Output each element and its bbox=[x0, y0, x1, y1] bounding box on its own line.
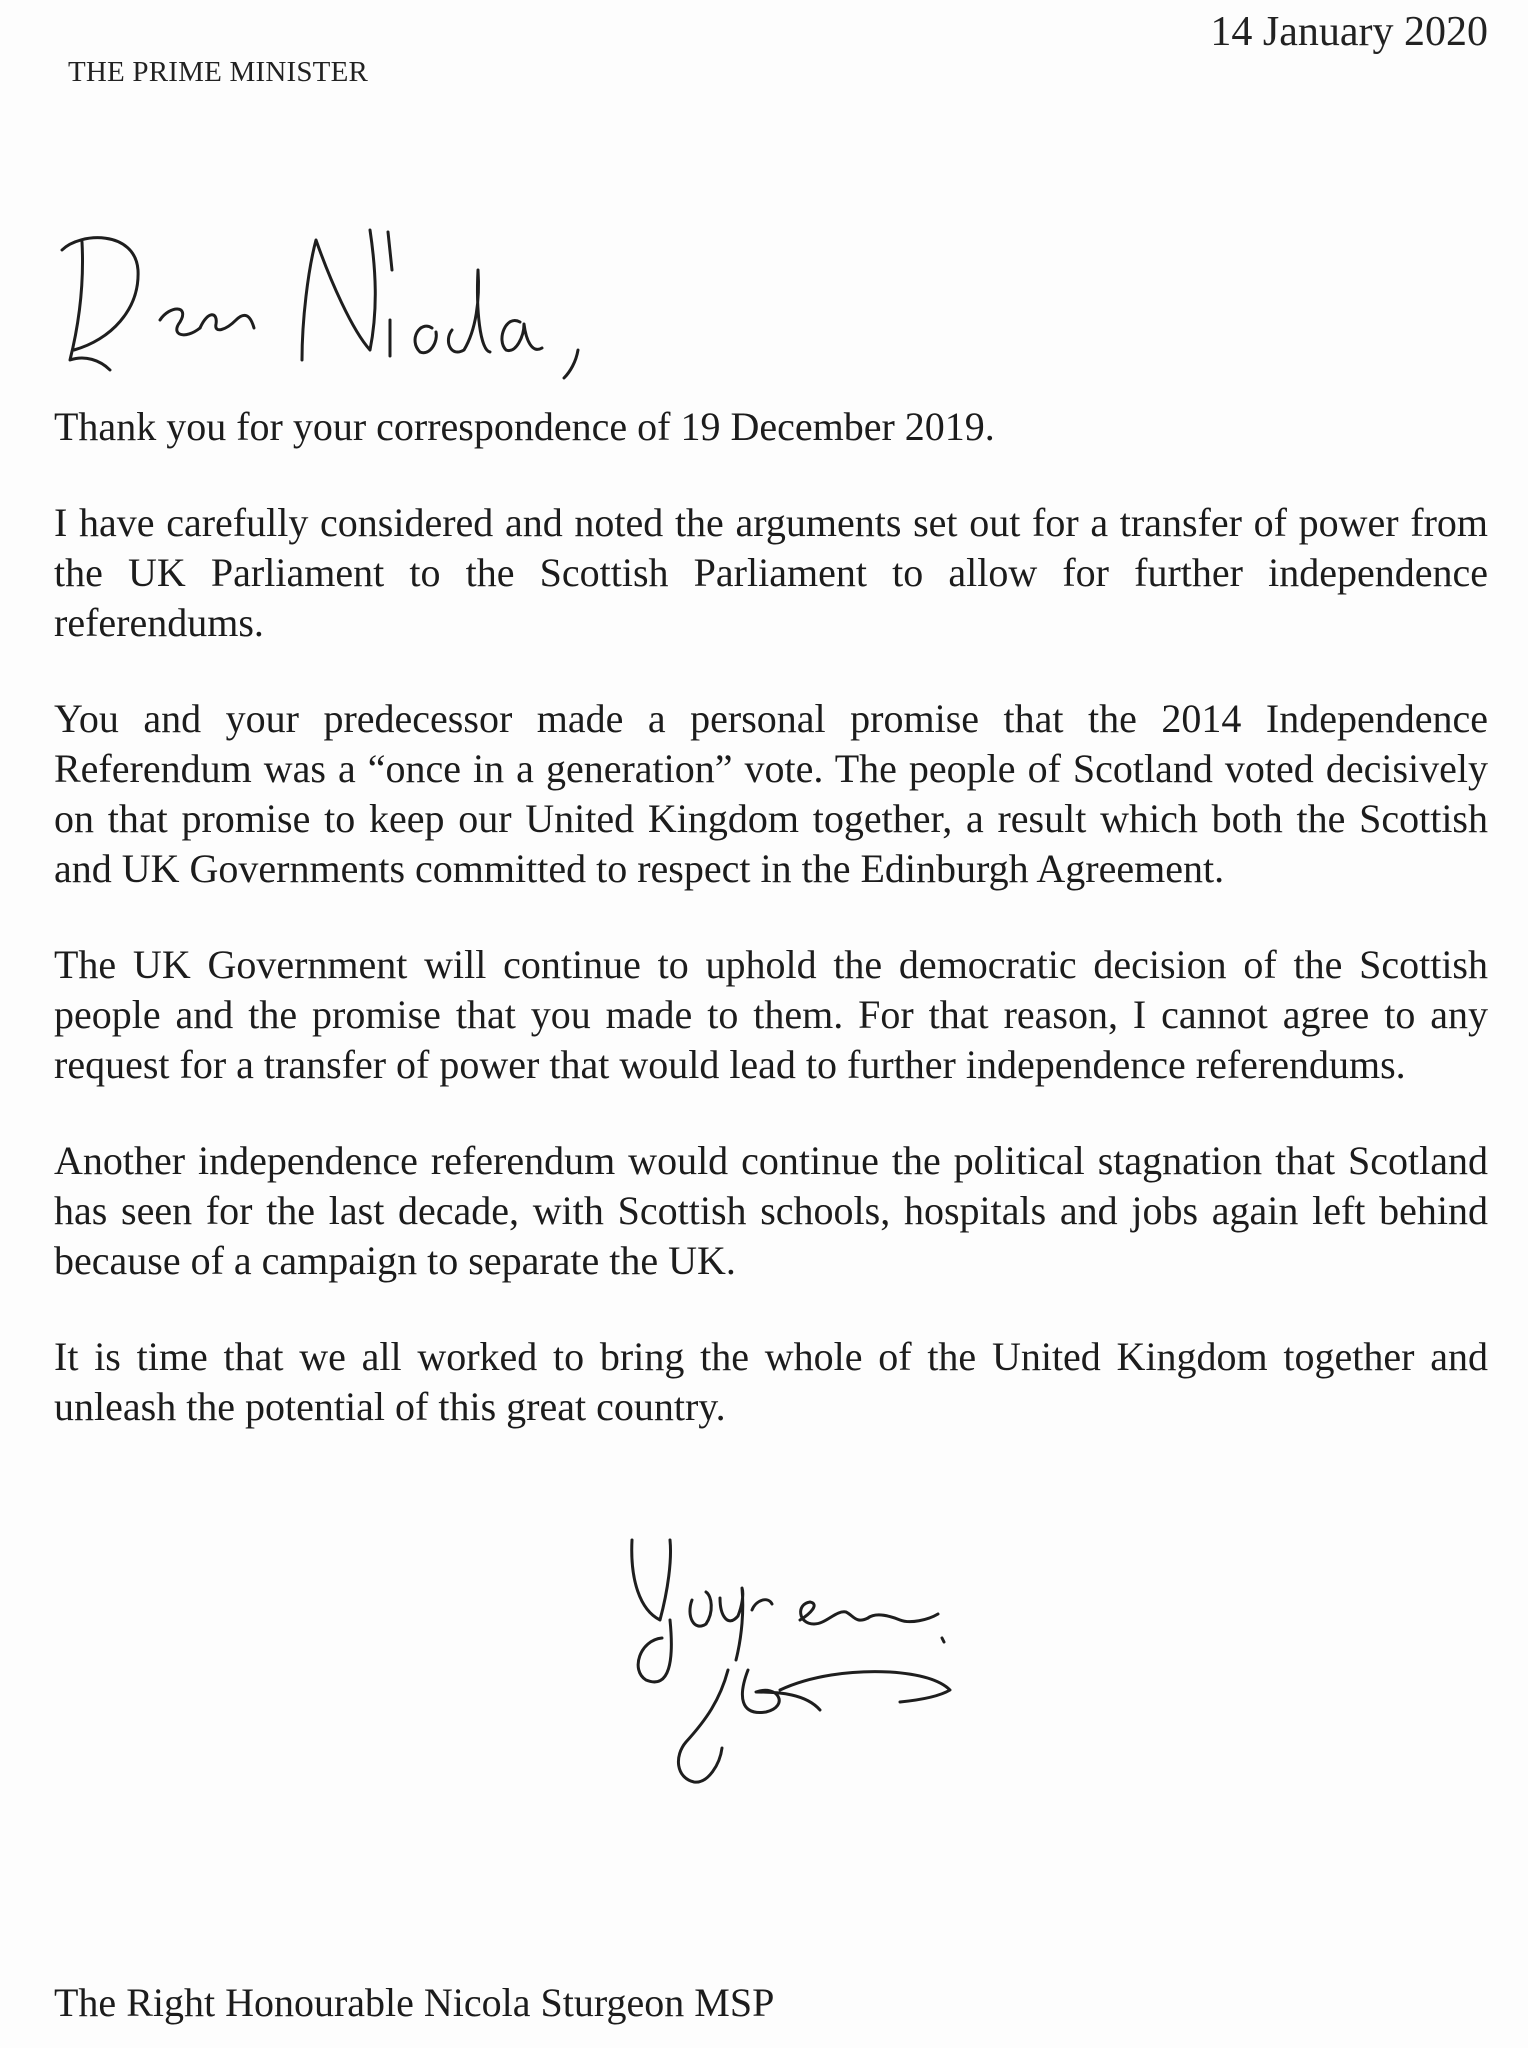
letterhead-sender: THE PRIME MINISTER bbox=[68, 56, 369, 88]
paragraph-1: Thank you for your correspondence of 19 December 2019. bbox=[54, 404, 995, 449]
paragraph-4: The UK Government will continue to uphold the democratic decision of the Scottish people and the promise that you made to them. For that reason, I cannot agree to any request for a transfer of power that would lead to further independence referendums. bbox=[54, 942, 1488, 1087]
paragraph-3: You and your predecessor made a personal promise that the 2014 Independence Referendum was a “once in a generation” vote. The people of Scotland voted decisively on that promise to keep our United Kingdom together, a result which both the Scottish and UK Governments committed to respect in the Edinburgh Agreement. bbox=[54, 696, 1488, 891]
paragraph-5: Another independence referendum would continue the political stagnation that Scotland has seen for the last decade, with Scottish schools, hospitals and jobs again left behind because of a campaign to separate the UK. bbox=[54, 1138, 1488, 1283]
letter-date: 14 January 2020 bbox=[1210, 9, 1488, 55]
paragraph-2: I have carefully considered and noted the arguments set out for a transfer of power from the UK Parliament to the Scottish Parliament to allow for further independence referendums. bbox=[54, 500, 1488, 645]
recipient-address: The Right Honourable Nicola Sturgeon MSP bbox=[54, 1980, 775, 2025]
handwritten-salutation bbox=[40, 210, 600, 380]
letter-body bbox=[54, 402, 1488, 1478]
paragraph-6: It is time that we all worked to bring the whole of the United Kingdom together and unleash the potential of this great country. bbox=[54, 1334, 1488, 1429]
handwritten-closing-signature bbox=[610, 1520, 1130, 1800]
